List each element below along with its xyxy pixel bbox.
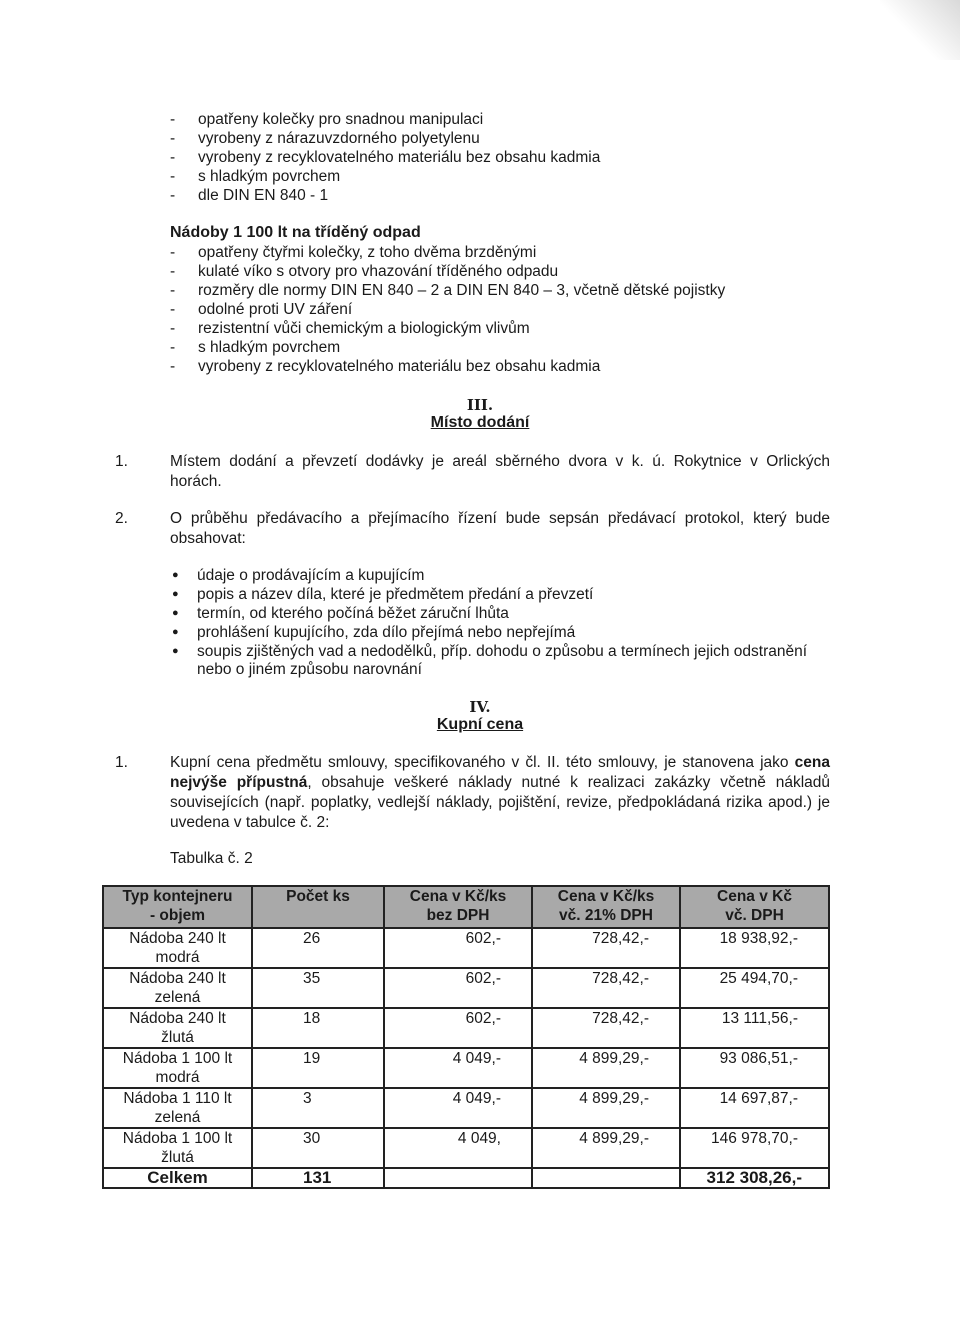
cell-total: 25 494,70,- xyxy=(680,968,829,1008)
cell-price: 4 049,- xyxy=(384,1088,532,1128)
bullet-icon: ● xyxy=(172,588,179,600)
cell-empty xyxy=(532,1168,680,1188)
cell-type: Nádoba 1 100 lt žlutá xyxy=(103,1128,252,1168)
paragraph-number: 2. xyxy=(115,510,128,527)
cell-count: 19 xyxy=(252,1048,384,1088)
cell-total: 93 086,51,- xyxy=(680,1048,829,1088)
cell-total: 146 978,70,- xyxy=(680,1128,829,1168)
cell-count: 18 xyxy=(252,1008,384,1048)
paragraph-line: Kupní cena předmětu smlouvy, specifikovaného v čl. II. této smlouvy, je stanovena jako cena xyxy=(170,754,830,771)
cell-type: Nádoba 240 lt modrá xyxy=(103,928,252,968)
section-title: Kupní cena xyxy=(436,716,524,733)
cell-price-vat: 728,42,- xyxy=(532,1008,680,1048)
cell-type: Nádoba 1 100 lt modrá xyxy=(103,1048,252,1088)
column-header: Typ kontejneru - objem xyxy=(103,886,252,928)
paragraph-line: nejvýše přípustná, obsahuje veškeré náklady nutné k realizaci zakázky včetně nákladů xyxy=(170,774,831,791)
price-table xyxy=(102,885,830,1189)
cell-price: 602,- xyxy=(384,1008,532,1048)
cell-price-vat: 4 899,29,- xyxy=(532,1088,680,1128)
total-count: 131 xyxy=(252,1168,384,1188)
bullet-icon: ● xyxy=(172,607,179,619)
cell-count: 3 xyxy=(252,1088,384,1128)
cell-count: 26 xyxy=(252,928,384,968)
cell-type: Nádoba 240 lt žlutá xyxy=(103,1008,252,1048)
bullet-icon: ● xyxy=(172,626,179,638)
cell-price-vat: 4 899,29,- xyxy=(532,1048,680,1088)
cell-price: 602,- xyxy=(384,968,532,1008)
table-row xyxy=(103,1048,829,1088)
table-row xyxy=(103,968,829,1008)
section-title: Místo dodání xyxy=(430,414,530,431)
paragraph-line: O průběhu předávacího a přejímacího řízení bude sepsán předávací protokol, který bude xyxy=(170,510,830,527)
total-sum: 312 308,26,- xyxy=(680,1168,829,1188)
paragraph-number: 1. xyxy=(115,754,128,771)
table-row xyxy=(103,1008,829,1048)
cell-total: 13 111,56,- xyxy=(680,1008,829,1048)
cell-price-vat: 728,42,- xyxy=(532,928,680,968)
cell-price-vat: 728,42,- xyxy=(532,968,680,1008)
cell-empty xyxy=(384,1168,532,1188)
cell-price: 4 049, xyxy=(384,1128,532,1168)
cell-count: 35 xyxy=(252,968,384,1008)
cell-price-vat: 4 899,29,- xyxy=(532,1128,680,1168)
total-label: Celkem xyxy=(103,1168,252,1188)
paragraph-line: horách. xyxy=(170,473,222,490)
paragraph-line: souvisejících (např. poplatky, vedlejší náklady, pojištění, revize, předpokládaná rizika apod.) je xyxy=(170,794,830,811)
column-header: Počet ks xyxy=(252,886,384,928)
list-item-continuation: nebo o jiném způsobu narovnání xyxy=(197,661,422,678)
table-caption: Tabulka č. 2 xyxy=(170,850,253,867)
cell-price: 4 049,- xyxy=(384,1048,532,1088)
bullet-icon: ● xyxy=(172,645,179,657)
section-number: IV. xyxy=(469,698,491,716)
cell-count: 30 xyxy=(252,1128,384,1168)
column-header: Cena v Kč/ks vč. 21% DPH xyxy=(532,886,680,928)
cell-total: 18 938,92,- xyxy=(680,928,829,968)
table-row xyxy=(103,928,829,968)
cell-type: Nádoba 240 lt zelená xyxy=(103,968,252,1008)
bullet-icon: ● xyxy=(172,569,179,581)
paragraph-line: obsahovat: xyxy=(170,530,246,547)
subheading-1100lt: Nádoby 1 100 lt na tříděný odpad xyxy=(170,224,421,241)
cell-total: 14 697,87,- xyxy=(680,1088,829,1128)
section-number: III. xyxy=(466,396,494,414)
table-row xyxy=(103,1128,829,1168)
paragraph-line: uvedena v tabulce č. 2: xyxy=(170,814,330,831)
column-header: Cena v Kč vč. DPH xyxy=(680,886,829,928)
table-header-row xyxy=(103,886,829,928)
paragraph-number: 1. xyxy=(115,453,128,470)
column-header: Cena v Kč/ks bez DPH xyxy=(384,886,532,928)
table-row xyxy=(103,1088,829,1128)
cell-price: 602,- xyxy=(384,928,532,968)
scan-shadow xyxy=(880,0,960,60)
paragraph-line: Místem dodání a převzetí dodávky je areál sběrného dvora v k. ú. Rokytnice v Orlických xyxy=(170,453,830,470)
cell-type: Nádoba 1 110 lt zelená xyxy=(103,1088,252,1128)
table-total-row xyxy=(103,1168,829,1188)
